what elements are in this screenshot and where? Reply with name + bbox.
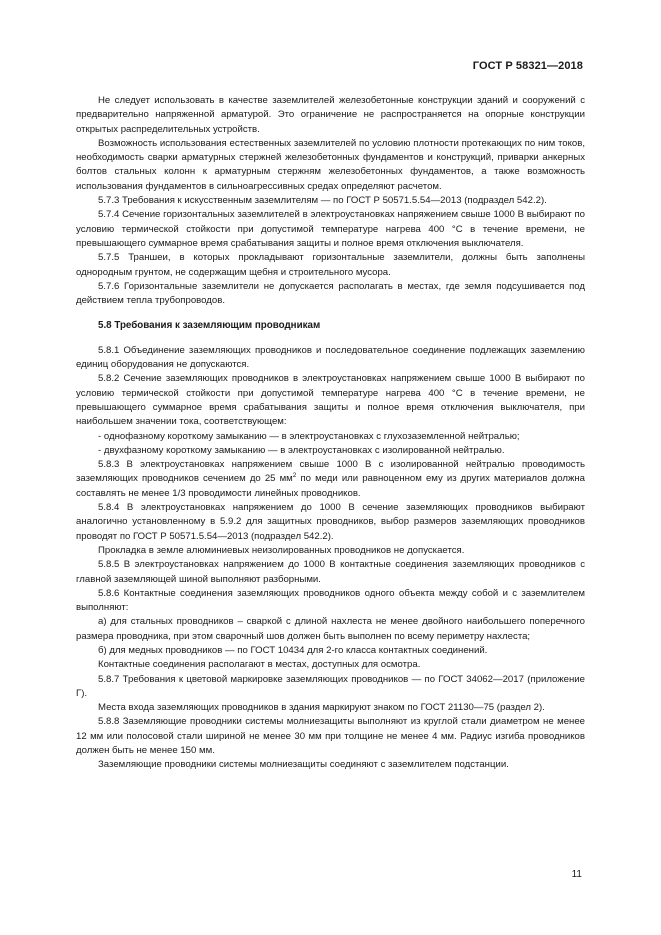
text-run: по меди или равноценном ему из других материалов должна составлять не менее 1/3 проводимости линейных проводников. bbox=[76, 473, 585, 499]
text-run: 5.8.3 В электроустановках напряжением свыше 1000 В с изолированной нейтралью проводимость заземляющих проводников сечением до 25 мм bbox=[76, 459, 585, 485]
paragraph: 5.7.5 Траншеи, в которых прокладывают горизонтальные заземлители, должны быть заполнены однородным грунтом, не содержащим щебня и строительного мусора. bbox=[76, 252, 585, 278]
paragraph: 5.8.5 В электроустановках напряжением до 1000 В контактные соединения заземляющих проводников с главной заземляющей шиной выполняют разборными. bbox=[76, 559, 585, 585]
paragraph: Заземляющие проводники системы молниезащиты соединяют с заземлителем подстанции. bbox=[98, 759, 509, 771]
standard-header: ГОСТ Р 58321—2018 bbox=[472, 60, 583, 72]
paragraph: 5.8.4 В электроустановках напряжением до 1000 В сечение заземляющих проводников выбирают аналогично установленному в 5.9.2 для защитных проводников, выбор размеров заземляющих проводников проводят по ГОСТ Р 50571.5.54—2013 (подраздел 542.2). bbox=[76, 502, 585, 542]
list-item: а) для стальных проводников – сваркой с длиной нахлеста не менее двойного наибольшего поперечного размера проводника, при этом сварочный шов должен быть выполнен по всему периметру нахлеста; bbox=[76, 616, 585, 642]
paragraph: 5.7.6 Горизонтальные заземлители не допускается располагать в местах, где земля подсушивается под действием тепла трубопроводов. bbox=[76, 280, 585, 307]
paragraph: Контактные соединения располагают в местах, доступных для осмотра. bbox=[98, 659, 421, 671]
document-body bbox=[76, 94, 585, 773]
paragraph: Не следует использовать в качестве заземлителей железобетонные конструкции зданий и сооружений с предварительно напряженной арматурой. Это ограничение не распространяется на опорные конструкции открытых распределительных устройств. bbox=[76, 95, 585, 135]
paragraph: Возможность использования естественных заземлителей по условию плотности протекающих по ним токов, необходимость сварки арматурных стержней железобетонных фундаментов и конструкций, приварки анкерных болтов стальных колонн к арматурным стержням железобетонных фундаментов, а также возможность использования фундаментов в сильноагрессивных средах определяют расчетом. bbox=[76, 137, 585, 192]
paragraph: 5.8.1 Объединение заземляющих проводников и последовательное соединение подлежащих заземлению единиц оборудования не допускаются. bbox=[76, 344, 585, 371]
paragraph: 5.8.7 Требования к цветовой маркировке заземляющих проводников — по ГОСТ 34062—2017 (приложение Г). bbox=[76, 673, 585, 699]
paragraph: Места входа заземляющих проводников в здания маркируют знаком по ГОСТ 21130—75 (раздел 2). bbox=[98, 702, 545, 714]
superscript: 2 bbox=[292, 472, 297, 480]
paragraph: 5.8.6 Контактные соединения заземляющих проводников одного объекта между собой и с заземлителем выполняют: bbox=[76, 587, 585, 614]
paragraph-5-8-3 bbox=[76, 458, 585, 501]
list-item: б) для медных проводников — по ГОСТ 10434 для 2-го класса контактных соединений. bbox=[98, 644, 488, 656]
page-number: 11 bbox=[571, 869, 582, 880]
section-title: 5.8 Требования к заземляющим проводникам bbox=[98, 320, 321, 332]
list-item: - двухфазному короткому замыканию — в электроустановках с изолированной нейтралью. bbox=[98, 444, 505, 456]
paragraph: 5.7.3 Требования к искусственным заземлителям — по ГОСТ Р 50571.5.54—2013 (подраздел 542.2). bbox=[98, 195, 547, 207]
paragraph: 5.8.8 Заземляющие проводники системы молниезащиты выполняют из круглой стали диаметром не менее 12 мм или полосовой стали шириной не менее 30 мм при толщине не менее 4 мм. Радиус изгиба проводников должен быть не менее 150 мм. bbox=[76, 716, 585, 757]
paragraph: 5.8.2 Сечение заземляющих проводников в электроустановках напряжением свыше 1000 В выбирают по условию термической стойкости при допустимой температуре нагрева 400 °С в течение времени, не превышающего суммарное время срабатывания защиты и полное время отключения выключателя, при наибольшем значении тока, соответствующем: bbox=[76, 373, 585, 428]
paragraph: Прокладка в земле алюминиевых неизолированных проводников не допускается. bbox=[98, 544, 465, 556]
paragraph: 5.7.4 Сечение горизонтальных заземлителей в электроустановках напряжением свыше 1000 В выбирают по условию термической стойкости при допустимой температуре нагрева 400 °С в течение времени, не превышающего суммарное время срабатывания защиты и полное время отключения выключателя. bbox=[76, 209, 585, 249]
list-item: - однофазному короткому замыканию — в электроустановках с глухозаземленной нейтралью; bbox=[98, 430, 520, 442]
